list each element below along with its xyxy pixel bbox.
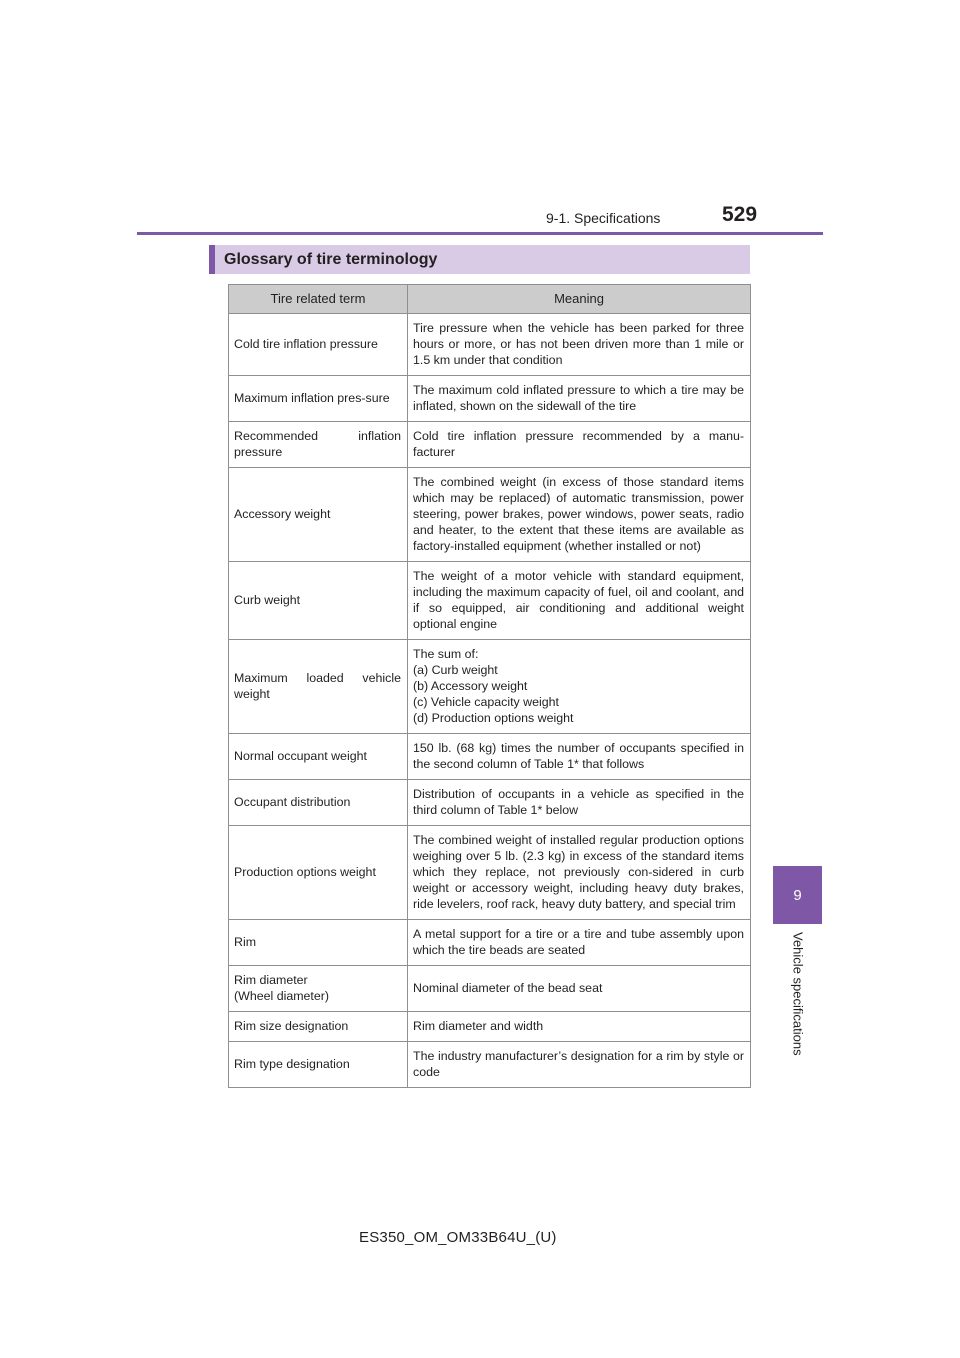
- meaning-cell: 150 lb. (68 kg) times the number of occupants specified in the second column of Table 1* that follows: [408, 734, 751, 780]
- term-cell: Accessory weight: [229, 468, 408, 562]
- meaning-cell: The weight of a motor vehicle with standard equipment, including the maximum capacity of fuel, oil and coolant, and if so equipped, air conditioning and additional weight optional engine: [408, 562, 751, 640]
- glossary-heading: Glossary of tire terminology: [209, 245, 750, 274]
- meaning-cell: The industry manufacturer’s designation for a rim by style or code: [408, 1042, 751, 1088]
- table-row: [229, 422, 751, 468]
- glossary-body: [229, 314, 751, 1088]
- table-header-row: [229, 285, 751, 314]
- term-cell: Cold tire inflation pressure: [229, 314, 408, 376]
- chapter-title: Vehicle specifications: [790, 932, 806, 1056]
- table-row: [229, 734, 751, 780]
- meaning-cell: Nominal diameter of the bead seat: [408, 966, 751, 1012]
- chapter-number: 9: [793, 886, 802, 904]
- meaning-cell: Distribution of occupants in a vehicle as specified in the third column of Table 1* below: [408, 780, 751, 826]
- term-cell: Occupant distribution: [229, 780, 408, 826]
- meaning-cell: The sum of: (a) Curb weight (b) Accessory weight (c) Vehicle capacity weight (d) Production options weight: [408, 640, 751, 734]
- term-cell: Recommended inflation pressure: [229, 422, 408, 468]
- column-header-meaning: Meaning: [408, 285, 751, 314]
- term-cell: Normal occupant weight: [229, 734, 408, 780]
- table-row: [229, 640, 751, 734]
- meaning-cell: The combined weight of installed regular production options weighing over 5 lb. (2.3 kg) in excess of the standard items which they replace, not previously con-sidered in curb weight or accessory weight, including heavy duty brakes, ride levelers, roof rack, heavy duty battery, and special trim: [408, 826, 751, 920]
- chapter-tab: [773, 866, 822, 924]
- meaning-cell: A metal support for a tire or a tire and tube assembly upon which the tire beads are seated: [408, 920, 751, 966]
- table-row: [229, 468, 751, 562]
- meaning-cell: Rim diameter and width: [408, 1012, 751, 1042]
- table-row: [229, 780, 751, 826]
- meaning-cell: The maximum cold inflated pressure to which a tire may be inflated, shown on the sidewall of the tire: [408, 376, 751, 422]
- term-cell: Rim size designation: [229, 1012, 408, 1042]
- section-title: 9-1. Specifications: [546, 210, 661, 226]
- term-cell: Curb weight: [229, 562, 408, 640]
- term-cell: Maximum loaded vehicle weight: [229, 640, 408, 734]
- term-cell: Rim: [229, 920, 408, 966]
- glossary-table: [228, 284, 751, 1088]
- document-code: ES350_OM_OM33B64U_(U): [359, 1229, 557, 1246]
- table-row: [229, 376, 751, 422]
- meaning-cell: Cold tire inflation pressure recommended by a manu-facturer: [408, 422, 751, 468]
- term-cell: Maximum inflation pres-sure: [229, 376, 408, 422]
- meaning-cell: The combined weight (in excess of those standard items which may be replaced) of automatic transmission, power steering, power brakes, power windows, power seats, radio and heater, to the extent that these items are available as factory-installed equipment (whether installed or not): [408, 468, 751, 562]
- term-cell: Production options weight: [229, 826, 408, 920]
- column-header-term: Tire related term: [229, 285, 408, 314]
- table-row: [229, 920, 751, 966]
- table-row: [229, 1042, 751, 1088]
- table-row: [229, 826, 751, 920]
- meaning-cell: Tire pressure when the vehicle has been parked for three hours or more, or has not been driven more than 1 mile or 1.5 km under that condition: [408, 314, 751, 376]
- table-row: [229, 314, 751, 376]
- header-rule: [137, 232, 823, 235]
- term-cell: Rim type designation: [229, 1042, 408, 1088]
- table-row: [229, 562, 751, 640]
- table-row: [229, 966, 751, 1012]
- term-cell: Rim diameter (Wheel diameter): [229, 966, 408, 1012]
- table-row: [229, 1012, 751, 1042]
- page-number: 529: [722, 203, 758, 226]
